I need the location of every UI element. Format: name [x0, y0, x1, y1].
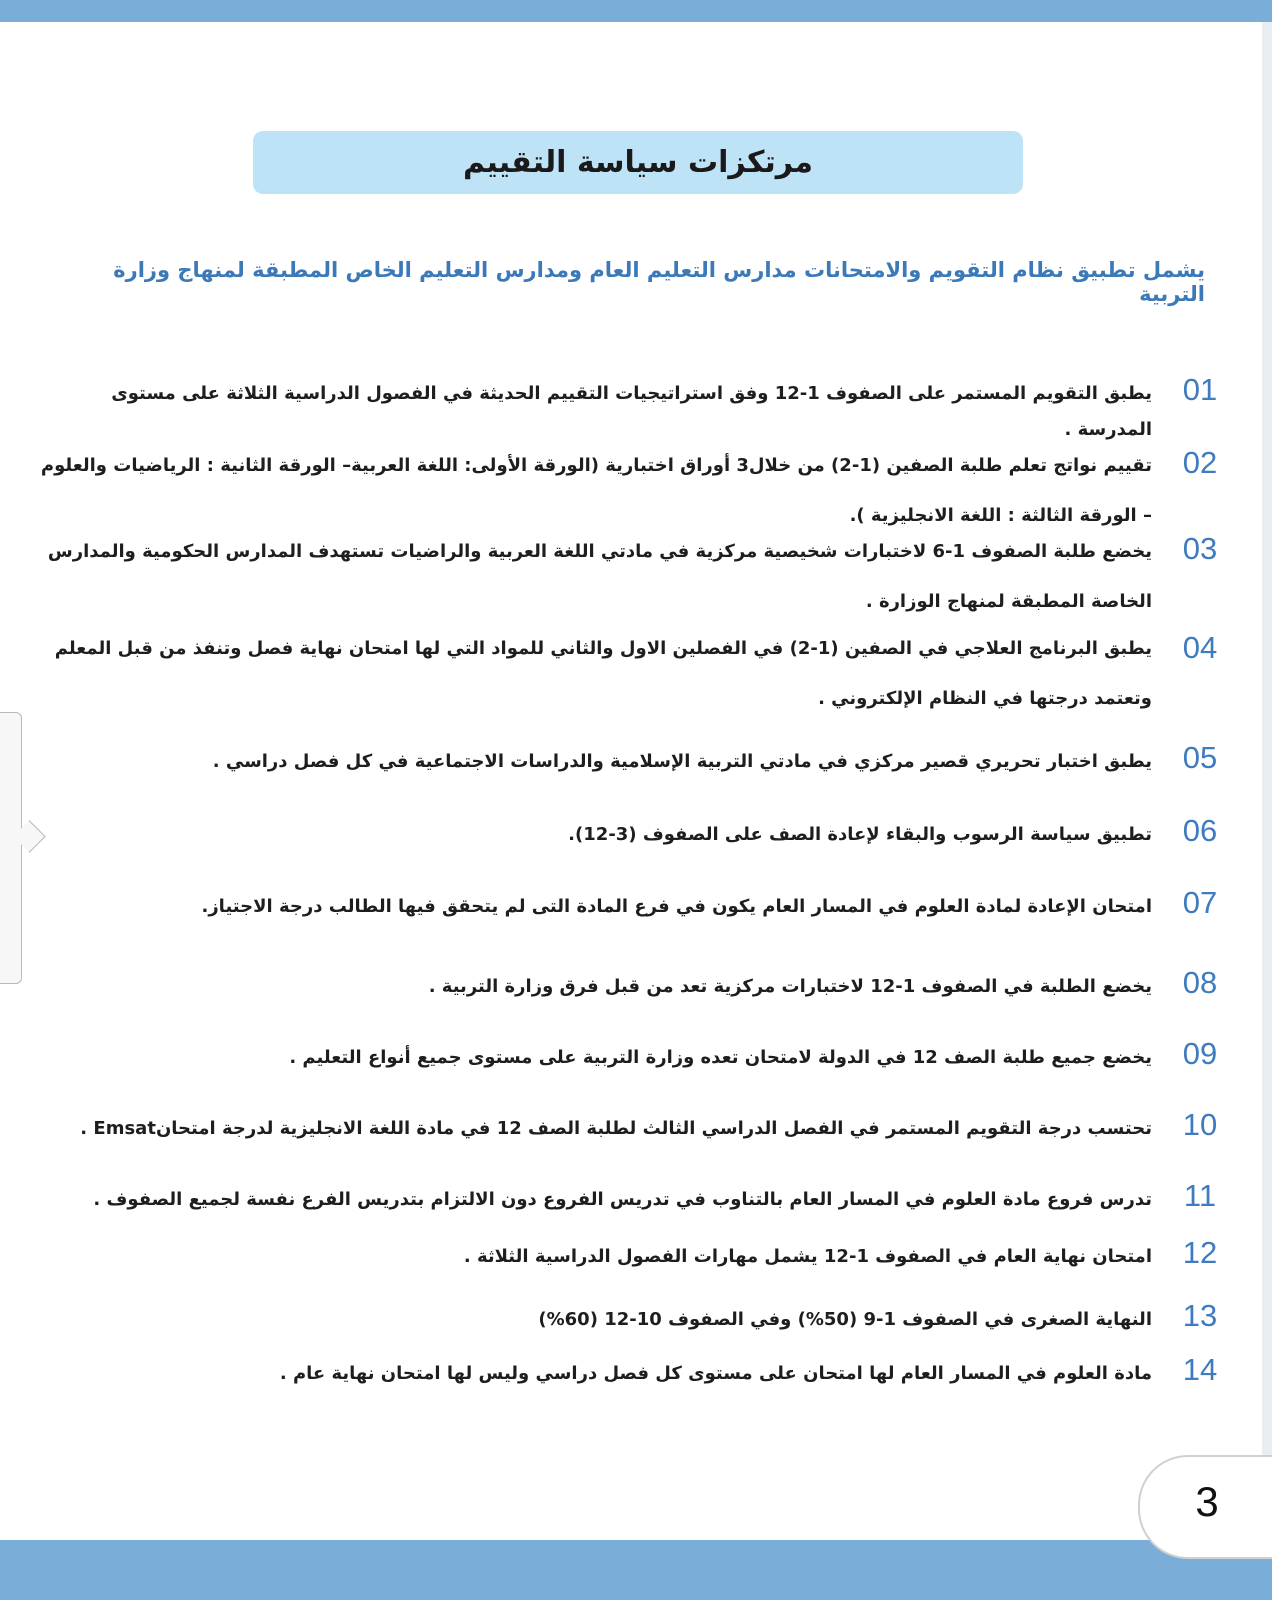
side-page-tab[interactable]: [0, 712, 22, 984]
page-right-edge: [1262, 22, 1272, 1540]
page-number: 3: [1195, 1478, 1219, 1525]
item-number: 13: [1182, 1298, 1218, 1333]
item-number: 06: [1182, 813, 1218, 848]
page-title: مرتكزات سياسة التقييم: [462, 145, 814, 180]
item-text: يطبق التقويم المستمر على الصفوف 1-12 وفق استراتيجيات التقييم الحديثة في الفصول الدراسية الثلاثة على مستوى المدرسة .: [111, 383, 1152, 440]
item-text: تحتسب درجة التقويم المستمر في الفصل الدراسي الثالث لطلبة الصف 12 في مادة اللغة الانجليزية لدرجة امتحانEmsat .: [80, 1118, 1152, 1139]
item-text: النهاية الصغرى في الصفوف 1-9 (50%) وفي الصفوف 10-12 (60%): [538, 1309, 1152, 1330]
intro-text: يشمل تطبيق نظام التقويم والامتحانات مدارس التعليم العام ومدارس التعليم الخاص المطبقة لمنهاج وزارة التربية: [113, 258, 1205, 306]
bottom-color-bar: [0, 1540, 1272, 1600]
list-item: [40, 1036, 1230, 1076]
list-item: [40, 1298, 1230, 1338]
item-number: 14: [1182, 1352, 1218, 1387]
item-number: 09: [1182, 1036, 1218, 1071]
item-text: تقييم نواتج تعلم طلبة الصفين (1-2) من خلال3 أوراق اختبارية (الورقة الأولى: اللغة العربية– الورقة الثانية : الرياضيات والعلوم – الورقة الثالثة : اللغة الانجليزية ).: [40, 455, 1152, 526]
list-item: [40, 813, 1230, 853]
list-item: [40, 531, 1230, 626]
item-text: تطبيق سياسة الرسوب والبقاء لإعادة الصف على الصفوف (3-12).: [568, 824, 1152, 845]
title-banner: [253, 131, 1023, 194]
list-item: [40, 740, 1230, 780]
item-number: 03: [1182, 531, 1218, 566]
item-number: 12: [1182, 1235, 1218, 1270]
list-item: [40, 965, 1230, 1005]
item-text: يخضع جميع طلبة الصف 12 في الدولة لامتحان تعده وزارة التربية على مستوى جميع أنواع التعليم .: [289, 1047, 1152, 1068]
item-text: يخضع طلبة الصفوف 1-6 لاختبارات شخيصية مركزية في مادتي اللغة العربية والراضيات تستهدف المدارس الحكومية والمدارس الخاصة المطبقة لمنهاج الوزارة .: [47, 541, 1152, 612]
item-number: 08: [1182, 965, 1218, 1000]
item-text: يخضع الطلبة في الصفوف 1-12 لاختبارات مركزية تعد من قبل فرق وزارة التربية .: [428, 976, 1152, 997]
item-text: مادة العلوم في المسار العام لها امتحان على مستوى كل فصل دراسي وليس لها امتحان نهاية عام .: [279, 1363, 1152, 1384]
item-number: 01: [1182, 372, 1218, 407]
item-text: يطبق البرنامج العلاجي في الصفين (1-2) في الفصلين الاول والثاني للمواد التي لها امتحان نهاية فصل وتنفذ من قبل المعلم وتعتمد درجتها في النظام الإلكتروني .: [54, 638, 1152, 709]
item-text: يطبق اختبار تحريري قصير مركزي في مادتي التربية الإسلامية والدراسات الاجتماعية في كل فصل دراسي .: [212, 751, 1152, 772]
list-item: [40, 445, 1230, 540]
list-item: [40, 1235, 1230, 1275]
item-text: تدرس فروع مادة العلوم في المسار العام بالتناوب في تدريس الفروع دون الالتزام بتدريس الفرع نفسة لجميع الصفوف .: [93, 1189, 1152, 1210]
list-item: [40, 372, 1230, 440]
item-text: امتحان نهاية العام في الصفوف 1-12 يشمل مهارات الفصول الدراسية الثلاثة .: [463, 1246, 1152, 1267]
list-item: [40, 1107, 1230, 1147]
item-number: 05: [1182, 740, 1218, 775]
item-text: امتحان الإعادة لمادة العلوم في المسار العام يكون في فرع المادة التى لم يتحقق فيها الطالب درجة الاجتياز.: [201, 896, 1152, 917]
list-item: [40, 630, 1230, 725]
list-item: [40, 1178, 1230, 1218]
item-number: 07: [1182, 885, 1218, 920]
top-color-bar: [0, 0, 1272, 22]
item-number: 11: [1183, 1178, 1217, 1213]
list-item: [40, 1352, 1230, 1392]
item-number: 04: [1182, 630, 1218, 665]
list-item: [40, 885, 1230, 925]
item-number: 02: [1182, 445, 1218, 480]
item-number: 10: [1182, 1107, 1218, 1142]
